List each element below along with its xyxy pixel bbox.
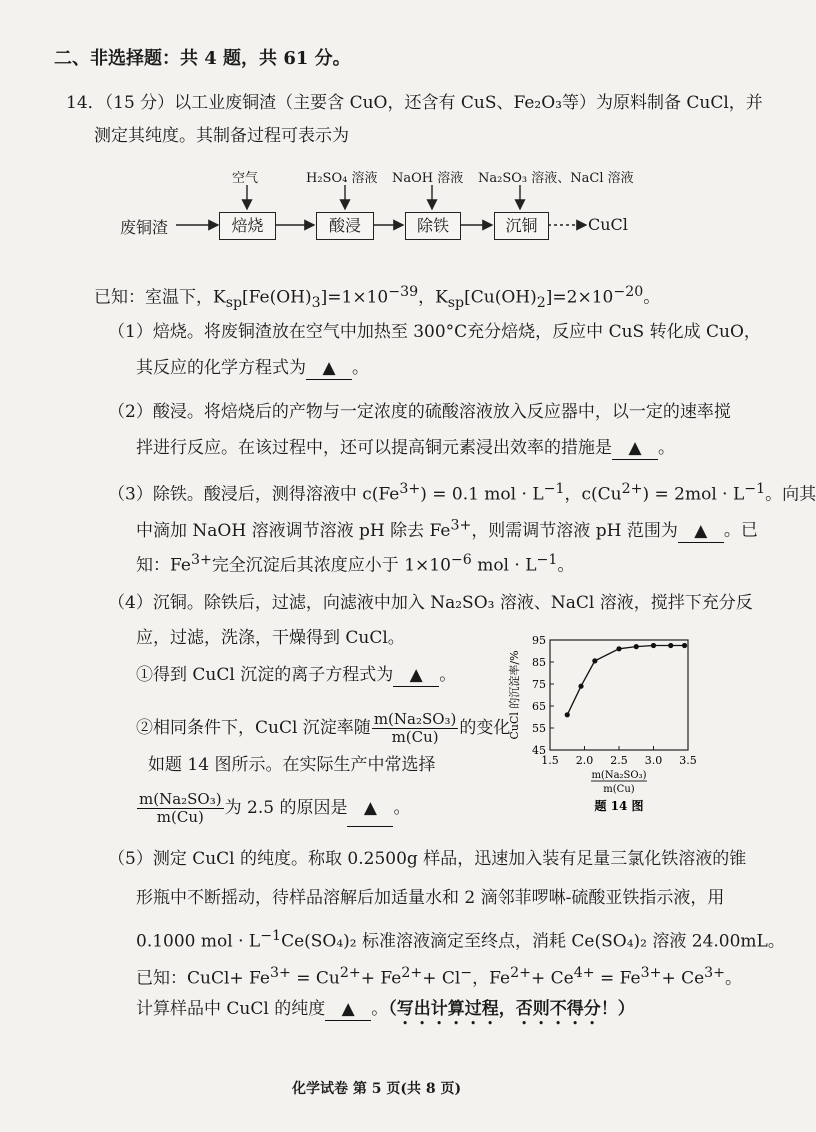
calculation-note: （写出计算过程，否则不得分！） <box>388 999 635 1019</box>
answer-blank[interactable]: ▲ <box>347 790 393 827</box>
part1-line2: 其反应的化学方程式为 ▲ 。 <box>136 358 369 378</box>
x-tick-label: 3.5 <box>679 754 697 767</box>
part3-line2: 中滴加 NaOH 溶液调节溶液 pH 除去 $Fe^{3+}$，则需调节溶液 pH 范围为 ▲ 。已 <box>136 517 758 541</box>
y-tick-label: 45 <box>532 744 546 757</box>
part5-line1: （5）测定 CuCl 的纯度。称取 0.2500g 样品，迅速加入装有足量三氯化铁溶液的锥 <box>108 849 747 869</box>
x-axis-label-numerator: m(Na₂SO₃) <box>591 770 647 781</box>
flow-step-iron-removal: 除铁 <box>405 212 461 240</box>
part3-line1: （3）除铁。酸浸后，测得溶液中 $c(Fe^{3+}) = 0.1$ mol · $L^{-1}$，$c(Cu^{2+}) = 2mol \cdot L^{-1}$。向其 <box>108 481 816 505</box>
x-tick-label: 1.5 <box>541 754 559 767</box>
mass-ratio-fraction: $\frac{\text{m(Na₂SO₃)}}{m(Cu)}$ <box>139 790 222 826</box>
part5-prompt: 计算样品中 CuCl 的纯度 <box>136 999 326 1019</box>
part4-line1: （4）沉铜。除铁后，过滤，向滤液中加入 Na₂SO₃ 溶液、NaCl 溶液，搅拌下充分反 <box>108 593 753 613</box>
reagent-air: 空气 <box>232 171 259 186</box>
data-point <box>634 644 639 649</box>
part3-prompt: 中滴加 NaOH 溶液调节溶液 pH 除去 $Fe^{3+}$，则需调节溶液 pH 范围为 <box>136 517 678 541</box>
reagent-h2so4: H₂SO₄ 溶液 <box>306 171 378 186</box>
part2-line1: （2）酸浸。将焙烧后的产物与一定浓度的硫酸溶液放入反应器中，以一定的速率搅 <box>108 402 731 422</box>
x-tick-label: 2.0 <box>575 754 594 767</box>
y-tick-label: 75 <box>532 678 546 691</box>
reagent-na2so3-nacl: Na₂SO₃ 溶液、NaCl 溶液 <box>478 171 634 186</box>
x-tick-label: 2.5 <box>610 754 628 767</box>
data-point <box>592 658 597 663</box>
y-tick-label: 95 <box>532 634 546 647</box>
answer-blank[interactable]: ▲ <box>678 520 724 543</box>
section-title: 二、非选择题：共 4 题，共 61 分。 <box>54 48 351 69</box>
part4-sub1-prompt: ①得到 CuCl 沉淀的离子方程式为 <box>136 665 394 685</box>
question-14-line1: 14．（15 分）以工业废铜渣（主要含 CuO，还含有 CuS、Fe₂O₃等）为原料制备 CuCl，并 <box>66 93 763 113</box>
answer-blank[interactable]: ▲ <box>612 437 658 460</box>
mass-ratio-fraction: $\frac{\text{m(Na₂SO₃)}}{m(Cu)}$ <box>373 710 457 746</box>
chart-title: 题 14 图 <box>594 799 644 813</box>
answer-blank[interactable]: ▲ <box>306 357 352 380</box>
part2-prompt: 拌进行反应。在该过程中，还可以提高铜元素浸出效率的措施是 <box>136 438 612 458</box>
answer-blank[interactable]: ▲ <box>325 998 371 1021</box>
data-point <box>578 684 583 689</box>
precipitation-rate-chart <box>498 628 710 828</box>
part3-line3: 知：$Fe^{3+}$完全沉淀后其浓度应小于 $1\times 10^{-6}$ mol · $L^{-1}$。 <box>136 552 575 576</box>
answer-blank[interactable]: ▲ <box>393 664 439 687</box>
flow-step-acid-leach: 酸浸 <box>316 212 374 240</box>
y-tick-label: 55 <box>532 722 546 735</box>
part4-sub2: ②相同条件下，CuCl 沉淀率随 $\frac{\text{m(Na₂SO₃)}}{m(Cu)}$ 的变化 <box>136 710 511 746</box>
part4-sub2-line2: 如题 14 图所示。在实际生产中常选择 <box>148 755 436 775</box>
part2-line2: 拌进行反应。在该过程中，还可以提高铜元素浸出效率的措施是 ▲ 。 <box>136 438 675 458</box>
data-point <box>565 712 570 717</box>
y-tick-label: 85 <box>532 656 546 669</box>
page-footer: 化学试卷 第 5 页(共 8 页) <box>292 1081 462 1097</box>
part4-line2: 应，过滤，洗涤，干燥得到 CuCl。 <box>136 628 405 648</box>
part4-sub1: ①得到 CuCl 沉淀的离子方程式为 ▲ 。 <box>136 665 457 685</box>
y-tick-label: 65 <box>532 700 546 713</box>
reagent-naoh: NaOH 溶液 <box>392 171 464 186</box>
part5-line3: 0.1000 mol · $L^{-1}Ce(SO_4)_2$ 标准溶液滴定至终点，消耗 Ce(SO₄)₂ 溶液 24.00mL。 <box>136 928 785 952</box>
question-14-line2: 测定其纯度。其制备过程可表示为 <box>94 126 349 146</box>
part1-prompt: 其反应的化学方程式为 <box>136 358 306 378</box>
flow-arrows <box>120 162 680 252</box>
part5-line2: 形瓶中不断摇动，待样品溶解后加适量水和 2 滴邻菲啰啉-硫酸亚铁指示液，用 <box>136 888 725 908</box>
data-point <box>682 643 687 648</box>
data-point <box>668 643 673 648</box>
x-axis-label-denominator: m(Cu) <box>603 784 635 795</box>
series-line <box>567 646 684 715</box>
flow-step-copper-precip: 沉铜 <box>494 212 549 240</box>
data-point <box>616 646 621 651</box>
part5-line4: 已知：CuCl+ $Fe^{3+} = Cu^{2+}+ Fe^{2+}+ Cl^-$，$Fe^{2+}+ Ce^{4+} = Fe^{3+}+ Ce^{3+}$。 <box>136 965 743 989</box>
x-tick-label: 3.0 <box>644 754 663 767</box>
part1-line1: （1）焙烧。将废铜渣放在空气中加热至 300°C充分焙烧，反应中 CuS 转化成 CuO， <box>108 322 761 342</box>
flow-end: CuCl <box>588 215 628 234</box>
data-point <box>651 643 656 648</box>
y-axis-label: CuCl 的沉淀率/% <box>508 650 521 740</box>
part4-sub2-line3: $\frac{\text{m(Na₂SO₃)}}{m(Cu)}$ 为 2.5 的原因是 ▲ 。 <box>139 790 411 826</box>
flow-start: 废铜渣 <box>120 218 169 237</box>
part5-line5: 计算样品中 CuCl 的纯度 ▲ 。（写出计算过程，否则不得分！） <box>136 999 635 1019</box>
known-ksp: 已知：室温下，$K_{sp}[Fe(OH)_3]=1\times 10^{-39}$，$K_{sp}[Cu(OH)_2]=2\times 10^{-20}$。 <box>94 284 661 312</box>
plot-frame <box>550 640 688 750</box>
flow-step-roast: 焙烧 <box>219 212 276 240</box>
